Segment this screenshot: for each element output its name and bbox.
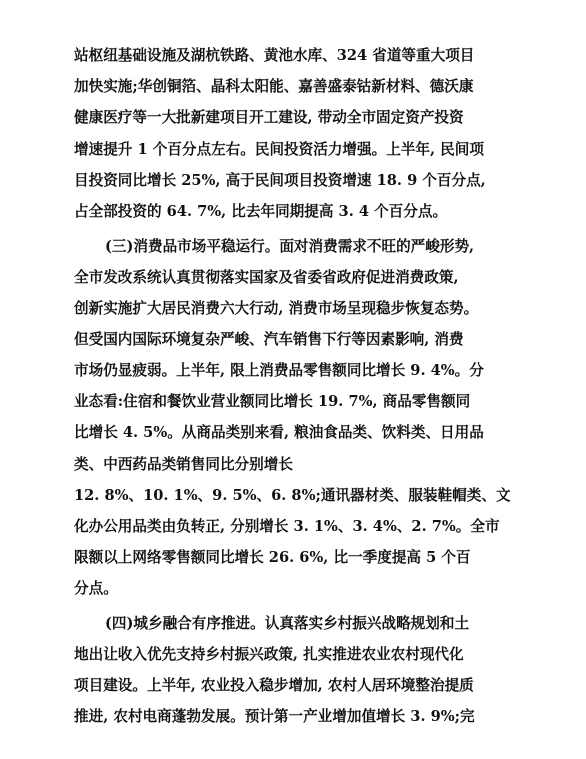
text-line-5: 目投资同比增长 25%, 高于民间项目投资增速 18. 9 个百分点, — [74, 172, 486, 189]
section-heading-3: (三)消费品市场平稳运行。面对消费需求不旺的严峻形势, — [105, 238, 475, 255]
text-line-14: 类、中西药品类销售同比分别增长 — [74, 456, 293, 473]
text-line-15: 12. 8%、10. 1%、9. 5%、6. 8%;通讯器材类、服装鞋帽类、文 — [74, 487, 511, 504]
text-line-20: 地出让收入优先支持乡村振兴政策, 扎实推进农业农村现代化 — [74, 646, 464, 663]
text-line-13: 比增长 4. 5%。从商品类别来看, 粮油食品类、饮料类、日用品 — [74, 424, 484, 441]
text-line-8: 全市发改系统认真贯彻落实国家及省委省政府促进消费政策, — [74, 269, 459, 286]
text-line-1: 站枢纽基础设施及湖杭铁路、黄池水库、324 省道等重大项目 — [74, 47, 475, 64]
text-line-11: 市场仍显疲弱。上半年, 限上消费品零售额同比增长 9. 4%。分 — [74, 362, 484, 379]
text-line-10: 但受国内国际环境复杂严峻、汽车销售下行等因素影响, 消费 — [74, 331, 464, 348]
text-line-2: 加快实施;华创铜箔、晶科太阳能、嘉善盛泰钴新材料、德沃康 — [74, 78, 474, 95]
text-line-4: 增速提升 1 个百分点左右。民间投资活力增强。上半年, 民间项 — [74, 141, 484, 158]
text-line-22: 推进, 农村电商蓬勃发展。预计第一产业增加值增长 3. 9%;完 — [74, 708, 475, 725]
text-line-6: 占全部投资的 64. 7%, 比去年同期提高 3. 4 个百分点。 — [74, 203, 448, 220]
section-heading-4: (四)城乡融合有序推进。认真落实乡村振兴战略规划和土 — [105, 615, 470, 632]
text-line-3: 健康医疗等一大批新建项目开工建设, 带动全市固定资产投资 — [74, 109, 464, 126]
text-line-9: 创新实施扩大居民消费六大行动, 消费市场呈现稳步恢复态势。 — [74, 300, 479, 317]
text-line-12: 业态看:住宿和餐饮业营业额同比增长 19. 7%, 商品零售额同 — [74, 393, 471, 410]
text-line-17: 限额以上网络零售额同比增长 26. 6%, 比一季度提高 5 个百 — [74, 549, 471, 566]
text-line-18: 分点。 — [74, 580, 118, 597]
text-line-16: 化办公用品类由负转正, 分别增长 3. 1%、3. 4%、2. 7%。全市 — [74, 518, 500, 535]
text-line-21: 项目建设。上半年, 农业投入稳步增加, 农村人居环境整治提质 — [74, 677, 474, 694]
